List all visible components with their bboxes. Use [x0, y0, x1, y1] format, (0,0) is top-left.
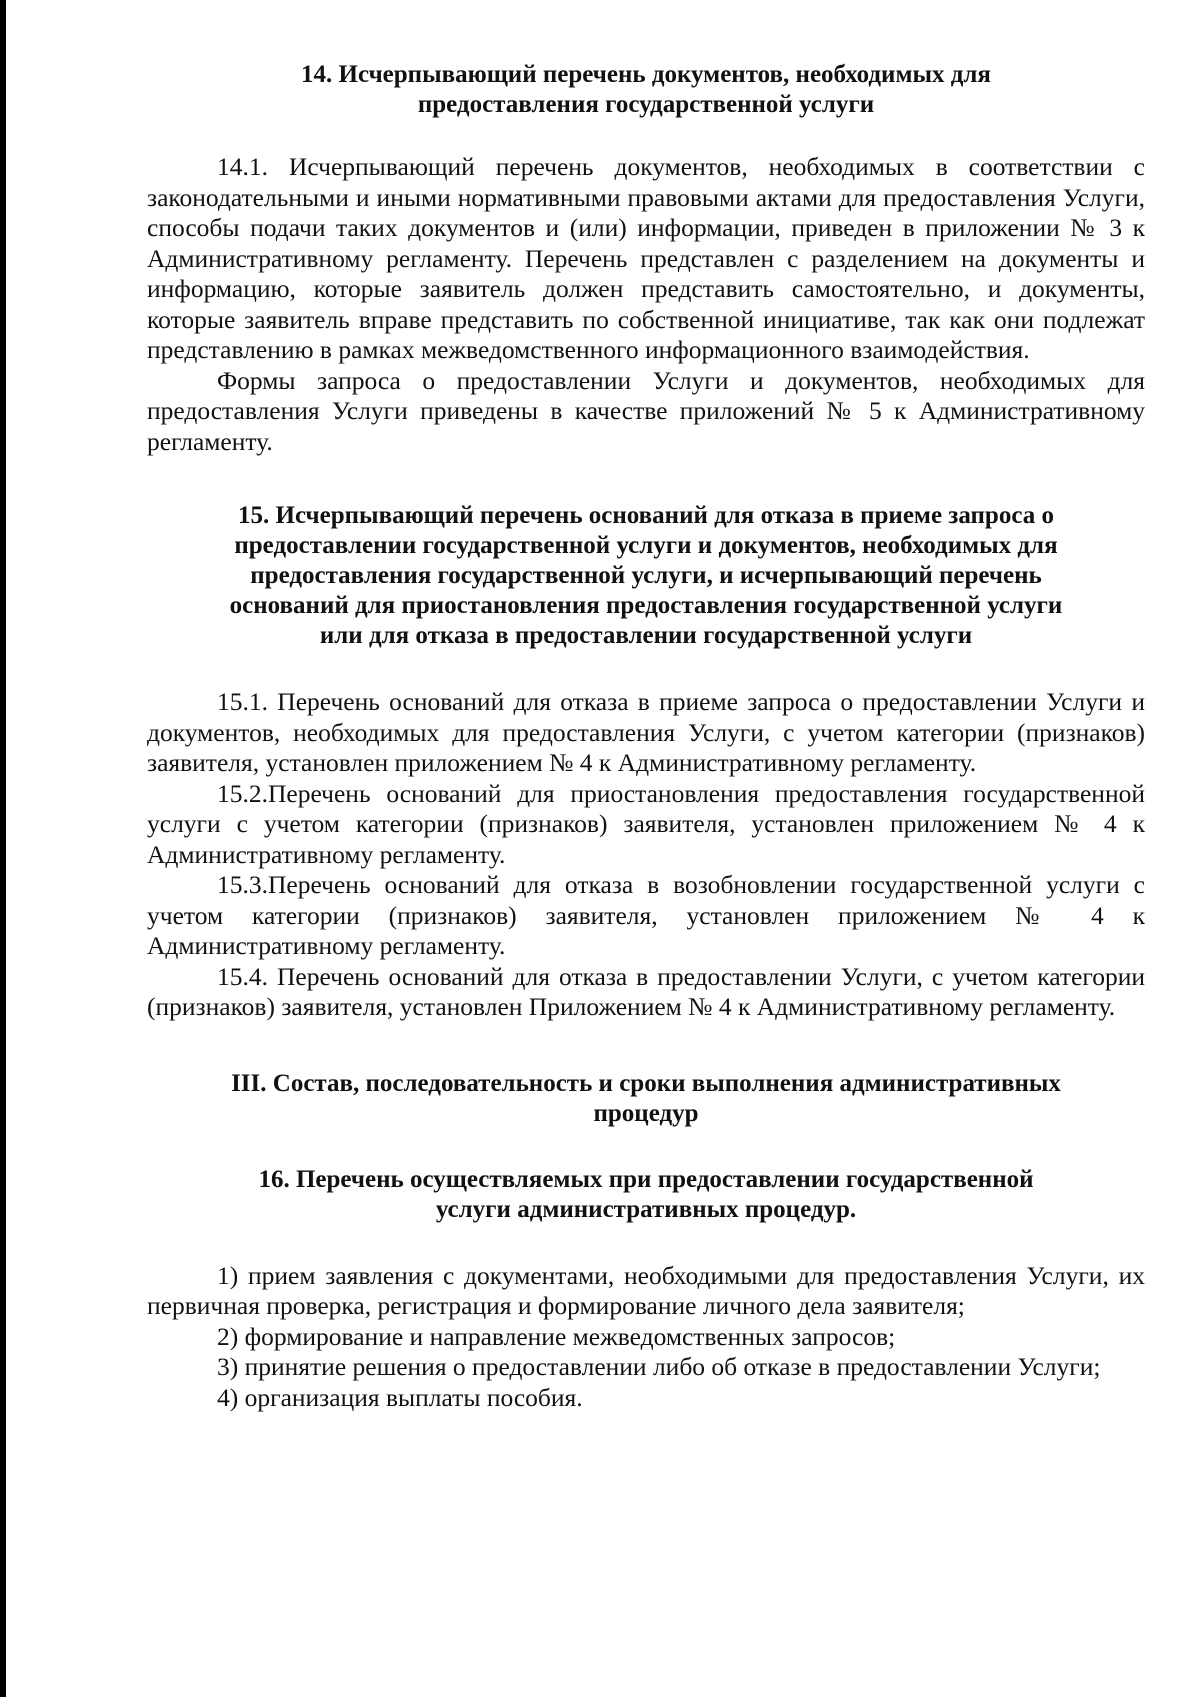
- paragraph-14-1: 14.1. Исчерпывающий перечень документов, необходимых в соответствии с законодательными и иными нормативными правовыми актами для предоставления Услуги, способы подачи таких документов и (или) информации, приведен в приложении № 3 к Административному регламенту. Перечень представлен с разделением на документы и информацию, которые заявитель должен представить самостоятельно, и документы, которые заявитель вправе представить по собственной инициативе, так как они подлежат представлению в рамках межведомственного информационного взаимодействия.: [147, 152, 1145, 364]
- list-item: 2) формирование и направление межведомственных запросов;: [217, 1321, 896, 1351]
- heading-line: или для отказа в предоставлении государственной услуги: [319, 622, 973, 649]
- heading-line: предоставлении государственной услуги и документов, необходимых для: [234, 532, 1058, 559]
- paragraph-14-forms: Формы запроса о предоставлении Услуги и документов, необходимых для предоставления Услуги приведены в качестве приложений № 5 к Административному регламенту.: [147, 365, 1145, 456]
- scan-border-line: [0, 0, 6, 1697]
- document-page: [147, 60, 1145, 1413]
- heading-line: оснований для приостановления предоставления государственной услуги: [229, 592, 1063, 619]
- heading-line: предоставления государственной услуги, и исчерпывающий перечень: [250, 562, 1042, 589]
- heading-line: 14. Исчерпывающий перечень документов, необходимых для: [301, 61, 991, 88]
- list-item: 4) организация выплаты пособия.: [217, 1382, 583, 1412]
- heading-line: предоставления государственной услуги: [417, 91, 875, 118]
- paragraph-15-3: 15.3.Перечень оснований для отказа в возобновлении государственной услуги с учетом категории (признаков) заявителя, установлен приложением № 4 к Административному регламенту.: [147, 870, 1145, 960]
- list-item: 1) прием заявления с документами, необходимыми для предоставления Услуги, их первичная проверка, регистрация и формирование личного дела заявителя;: [147, 1260, 1145, 1320]
- heading-line: услуги административных процедур.: [435, 1195, 857, 1223]
- section-15-heading: [147, 501, 1145, 651]
- paragraph-15-2: 15.2.Перечень оснований для приостановления предоставления государственной услуги с учетом категории (признаков) заявителя, установлен приложением № 4 к Административному регламенту.: [147, 778, 1145, 869]
- section-III-heading: [147, 1069, 1145, 1129]
- section-14-heading: [147, 60, 1145, 120]
- section-16-heading: [147, 1165, 1145, 1225]
- list-item: 3) принятие решения о предоставлении либо об отказе в предоставлении Услуги;: [217, 1352, 1101, 1381]
- heading-line: 16. Перечень осуществляемых при предоставлении государственной: [258, 1165, 1034, 1193]
- paragraph-15-1: 15.1. Перечень оснований для отказа в приеме запроса о предоставлении Услуги и документов, необходимых для предоставления Услуги, с учетом категории (признаков) заявителя, установлен приложением № 4 к Административному регламенту.: [147, 687, 1145, 777]
- heading-line: III. Состав, последовательность и сроки выполнения административных: [231, 1069, 1061, 1097]
- heading-line: процедур: [593, 1099, 699, 1127]
- heading-line: 15. Исчерпывающий перечень оснований для отказа в приеме запроса о: [238, 502, 1054, 529]
- paragraph-15-4: 15.4. Перечень оснований для отказа в предоставлении Услуги, с учетом категории (признаков) заявителя, установлен Приложением № 4 к Административному регламенту.: [147, 961, 1145, 1021]
